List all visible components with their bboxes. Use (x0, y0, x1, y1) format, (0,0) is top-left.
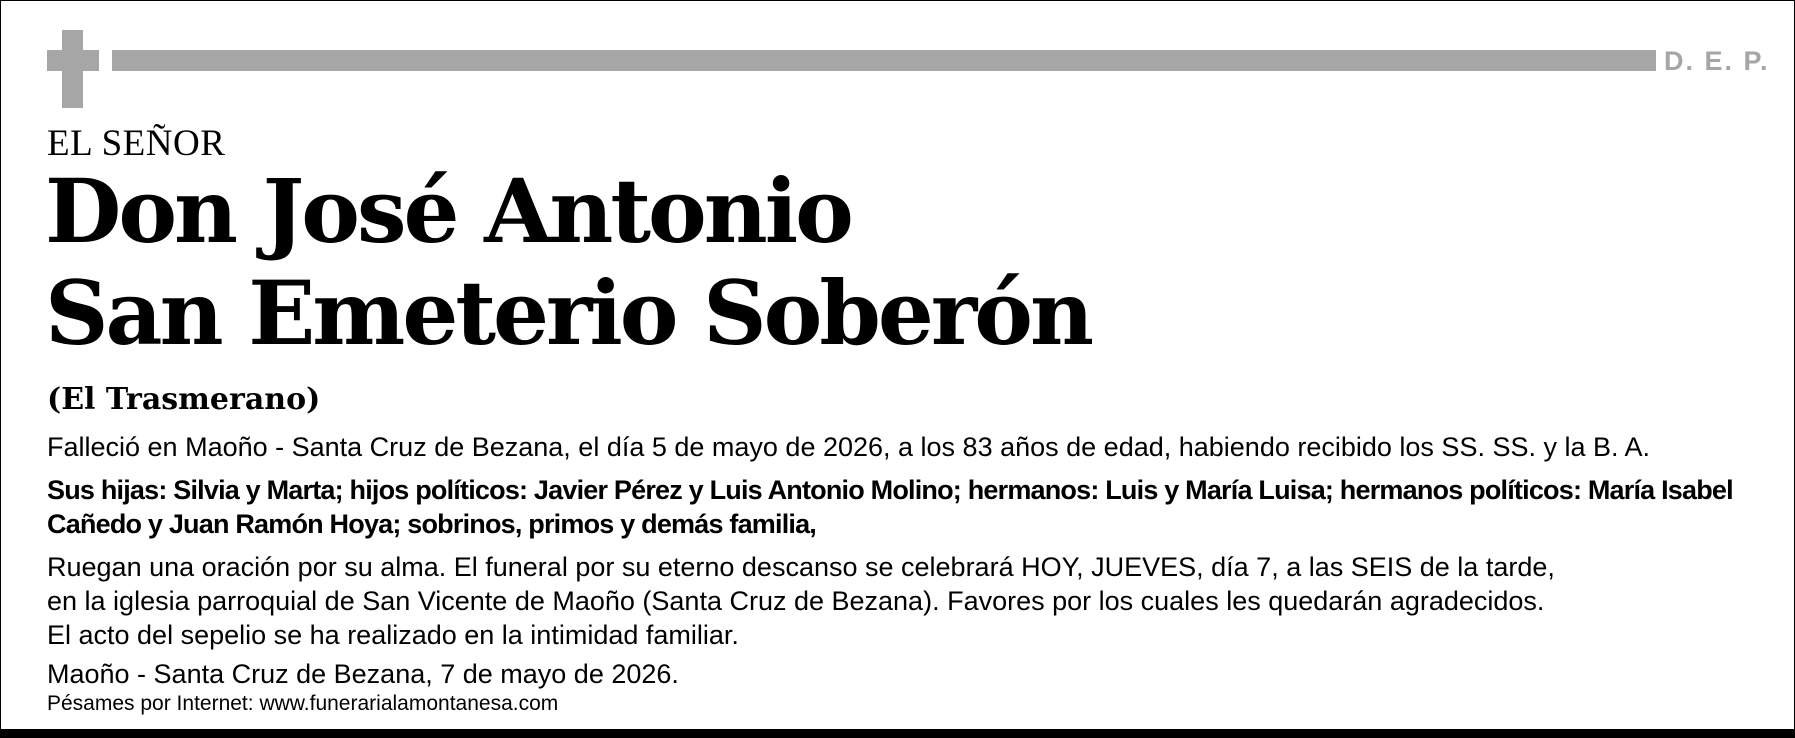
funeral-line-3: El acto del sepelio se ha realizado en la intimidad familiar. (47, 620, 739, 650)
header-rule (112, 50, 1656, 71)
funeral-line-2: en la iglesia parroquial de San Vicente de Maoño (Santa Cruz de Bezana). Favores por los cuales les quedarán agradecidos. (47, 586, 1545, 616)
internet-condolences: Pésames por Internet: www.funerarialamontanesa.com (47, 692, 559, 715)
honorific: EL SEÑOR (47, 123, 226, 164)
name-line-2: San Emeterio Soberón (45, 261, 1091, 365)
nickname: (El Trasmerano) (47, 382, 321, 417)
cross-icon (47, 30, 99, 108)
funeral-line-1: Ruegan una oración por su alma. El funeral por su eterno descanso se celebrará HOY, JUEVES, día 7, a las SEIS de la tarde, (47, 552, 1555, 582)
family-list: Sus hijas: Silvia y Marta; hijos políticos: Javier Pérez y Luis Antonio Molino; hermanos: Luis y María Luisa; hermanos políticos: María Isabel Cañedo y Juan Ramón Hoya; sobrinos, primos y demás familia, (47, 475, 1733, 539)
bottom-border (0, 729, 1795, 738)
dep-label: D. E. P. (1664, 46, 1770, 76)
deceased-name (45, 160, 1091, 364)
death-notice: Falleció en Maoño - Santa Cruz de Bezana, el día 5 de mayo de 2026, a los 83 años de edad, habiendo recibido los SS. SS. y la B. A. (47, 432, 1651, 462)
place-date: Maoño - Santa Cruz de Bezana, 7 de mayo de 2026. (47, 659, 679, 689)
name-line-1: Don José Antonio (45, 159, 851, 263)
